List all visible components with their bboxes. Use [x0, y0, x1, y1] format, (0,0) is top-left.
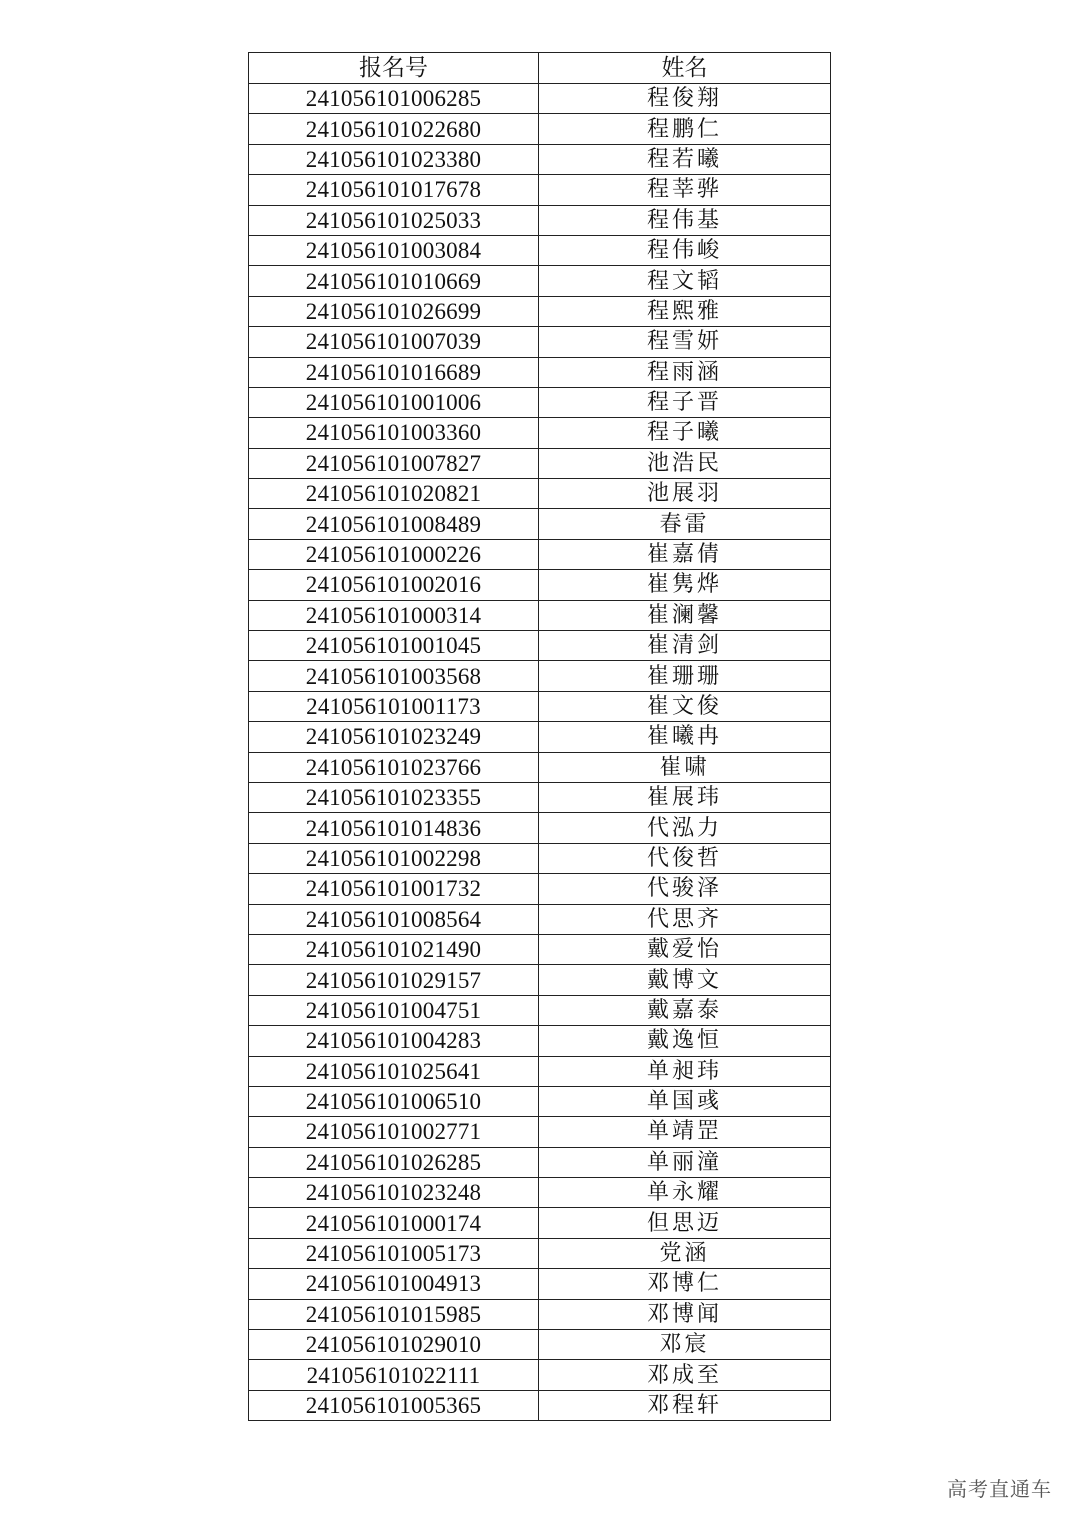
table-header-row: [249, 53, 831, 84]
registration-number-cell: 241056101006285: [249, 84, 539, 114]
student-name-cell: 程雨涵: [539, 357, 831, 387]
student-name-cell: 戴逸恒: [539, 1026, 831, 1056]
table-row: [249, 235, 831, 265]
student-name-cell: 代俊哲: [539, 843, 831, 873]
registration-number-cell: 241056101023248: [249, 1178, 539, 1208]
table-row: [249, 631, 831, 661]
table-row: [249, 1330, 831, 1360]
student-name-cell: 程伟基: [539, 205, 831, 235]
student-name-cell: 但思迈: [539, 1208, 831, 1238]
student-name-cell: 单靖罡: [539, 1117, 831, 1147]
registration-number-cell: 241056101029157: [249, 965, 539, 995]
table-row: [249, 1208, 831, 1238]
table-row: [249, 995, 831, 1025]
student-name-cell: 程文韬: [539, 266, 831, 296]
student-name-cell: 程若曦: [539, 144, 831, 174]
registration-number-cell: 241056101022111: [249, 1360, 539, 1390]
registration-number-cell: 241056101023355: [249, 782, 539, 812]
student-name-cell: 池展羽: [539, 479, 831, 509]
table-row: [249, 600, 831, 630]
registration-number-cell: 241056101014836: [249, 813, 539, 843]
registration-number-cell: 241056101005173: [249, 1238, 539, 1268]
table-row: [249, 448, 831, 478]
student-name-cell: 程伟峻: [539, 235, 831, 265]
registration-number-cell: 241056101004751: [249, 995, 539, 1025]
registration-number-cell: 241056101003568: [249, 661, 539, 691]
table-row: [249, 1269, 831, 1299]
student-name-cell: 崔曦冉: [539, 722, 831, 752]
table-row: [249, 175, 831, 205]
table-row: [249, 1390, 831, 1420]
student-name-cell: 单丽潼: [539, 1147, 831, 1177]
registration-number-cell: 241056101004913: [249, 1269, 539, 1299]
registration-number-cell: 241056101022680: [249, 114, 539, 144]
table-row: [249, 266, 831, 296]
student-name-cell: 代骏泽: [539, 874, 831, 904]
table-row: [249, 327, 831, 357]
table-row: [249, 570, 831, 600]
registration-number-cell: 241056101025641: [249, 1056, 539, 1086]
registration-number-cell: 241056101004283: [249, 1026, 539, 1056]
registration-number-cell: 241056101000314: [249, 600, 539, 630]
table-body: [249, 84, 831, 1421]
student-name-cell: 春雷: [539, 509, 831, 539]
student-name-cell: 戴爱怡: [539, 934, 831, 964]
table-row: [249, 1147, 831, 1177]
registration-number-cell: 241056101010669: [249, 266, 539, 296]
watermark-text: 高考直通车: [947, 1477, 1052, 1501]
table-row: [249, 114, 831, 144]
registration-number-cell: 241056101021490: [249, 934, 539, 964]
student-name-cell: 池浩民: [539, 448, 831, 478]
registration-number-cell: 241056101002298: [249, 843, 539, 873]
table-row: [249, 691, 831, 721]
student-name-cell: 崔啸: [539, 752, 831, 782]
student-name-cell: 程莘骅: [539, 175, 831, 205]
student-name-cell: 崔隽烨: [539, 570, 831, 600]
registration-number-cell: 241056101023380: [249, 144, 539, 174]
student-name-cell: 单永耀: [539, 1178, 831, 1208]
registration-number-cell: 241056101025033: [249, 205, 539, 235]
registration-number-cell: 241056101007827: [249, 448, 539, 478]
student-name-cell: 崔清剑: [539, 631, 831, 661]
table-row: [249, 1117, 831, 1147]
registration-number-cell: 241056101003084: [249, 235, 539, 265]
table-row: [249, 661, 831, 691]
student-name-cell: 程熙雅: [539, 296, 831, 326]
table-row: [249, 782, 831, 812]
admission-list-table: [248, 52, 831, 1421]
registration-number-cell: 241056101023766: [249, 752, 539, 782]
registration-number-cell: 241056101001006: [249, 387, 539, 417]
table-row: [249, 1360, 831, 1390]
table-row: [249, 1299, 831, 1329]
student-name-cell: 代泓力: [539, 813, 831, 843]
table-row: [249, 84, 831, 114]
registration-number-cell: 241056101002016: [249, 570, 539, 600]
registration-number-cell: 241056101005365: [249, 1390, 539, 1420]
student-name-cell: 程雪妍: [539, 327, 831, 357]
column-header-registration-number: 报名号: [249, 53, 539, 84]
table-row: [249, 965, 831, 995]
table-row: [249, 1026, 831, 1056]
table-row: [249, 874, 831, 904]
table-row: [249, 813, 831, 843]
table-row: [249, 1086, 831, 1116]
student-name-cell: 崔展玮: [539, 782, 831, 812]
student-name-cell: 戴博文: [539, 965, 831, 995]
registration-number-cell: 241056101006510: [249, 1086, 539, 1116]
registration-number-cell: 241056101001173: [249, 691, 539, 721]
table-row: [249, 387, 831, 417]
table-row: [249, 357, 831, 387]
registration-number-cell: 241056101008489: [249, 509, 539, 539]
table-row: [249, 479, 831, 509]
table-row: [249, 205, 831, 235]
student-name-cell: 程鹏仁: [539, 114, 831, 144]
student-name-cell: 程俊翔: [539, 84, 831, 114]
student-name-cell: 戴嘉泰: [539, 995, 831, 1025]
table-row: [249, 722, 831, 752]
table-row: [249, 1178, 831, 1208]
registration-number-cell: 241056101026699: [249, 296, 539, 326]
student-name-cell: 单昶玮: [539, 1056, 831, 1086]
student-name-cell: 代思齐: [539, 904, 831, 934]
registration-number-cell: 241056101029010: [249, 1330, 539, 1360]
student-name-cell: 邓成至: [539, 1360, 831, 1390]
registration-number-cell: 241056101001732: [249, 874, 539, 904]
student-name-cell: 崔文俊: [539, 691, 831, 721]
registration-number-cell: 241056101020821: [249, 479, 539, 509]
registration-number-cell: 241056101023249: [249, 722, 539, 752]
column-header-name: 姓名: [539, 53, 831, 84]
student-name-cell: 崔珊珊: [539, 661, 831, 691]
table-row: [249, 1056, 831, 1086]
student-name-cell: 党涵: [539, 1238, 831, 1268]
registration-number-cell: 241056101015985: [249, 1299, 539, 1329]
student-name-cell: 崔澜馨: [539, 600, 831, 630]
student-name-cell: 程子曦: [539, 418, 831, 448]
student-name-cell: 邓博闻: [539, 1299, 831, 1329]
table-row: [249, 418, 831, 448]
table-row: [249, 934, 831, 964]
student-name-cell: 崔嘉倩: [539, 539, 831, 569]
table-row: [249, 509, 831, 539]
registration-number-cell: 241056101017678: [249, 175, 539, 205]
student-name-cell: 单国彧: [539, 1086, 831, 1116]
registration-number-cell: 241056101000174: [249, 1208, 539, 1238]
student-name-cell: 邓程轩: [539, 1390, 831, 1420]
table-row: [249, 144, 831, 174]
table-row: [249, 904, 831, 934]
registration-number-cell: 241056101008564: [249, 904, 539, 934]
table-row: [249, 539, 831, 569]
registration-number-cell: 241056101001045: [249, 631, 539, 661]
table-row: [249, 843, 831, 873]
registration-number-cell: 241056101003360: [249, 418, 539, 448]
table-row: [249, 752, 831, 782]
student-name-cell: 程子晋: [539, 387, 831, 417]
student-name-cell: 邓博仁: [539, 1269, 831, 1299]
table-row: [249, 296, 831, 326]
student-name-cell: 邓宸: [539, 1330, 831, 1360]
registration-number-cell: 241056101002771: [249, 1117, 539, 1147]
registration-number-cell: 241056101026285: [249, 1147, 539, 1177]
registration-number-cell: 241056101016689: [249, 357, 539, 387]
registration-number-cell: 241056101000226: [249, 539, 539, 569]
registration-number-cell: 241056101007039: [249, 327, 539, 357]
table-row: [249, 1238, 831, 1268]
